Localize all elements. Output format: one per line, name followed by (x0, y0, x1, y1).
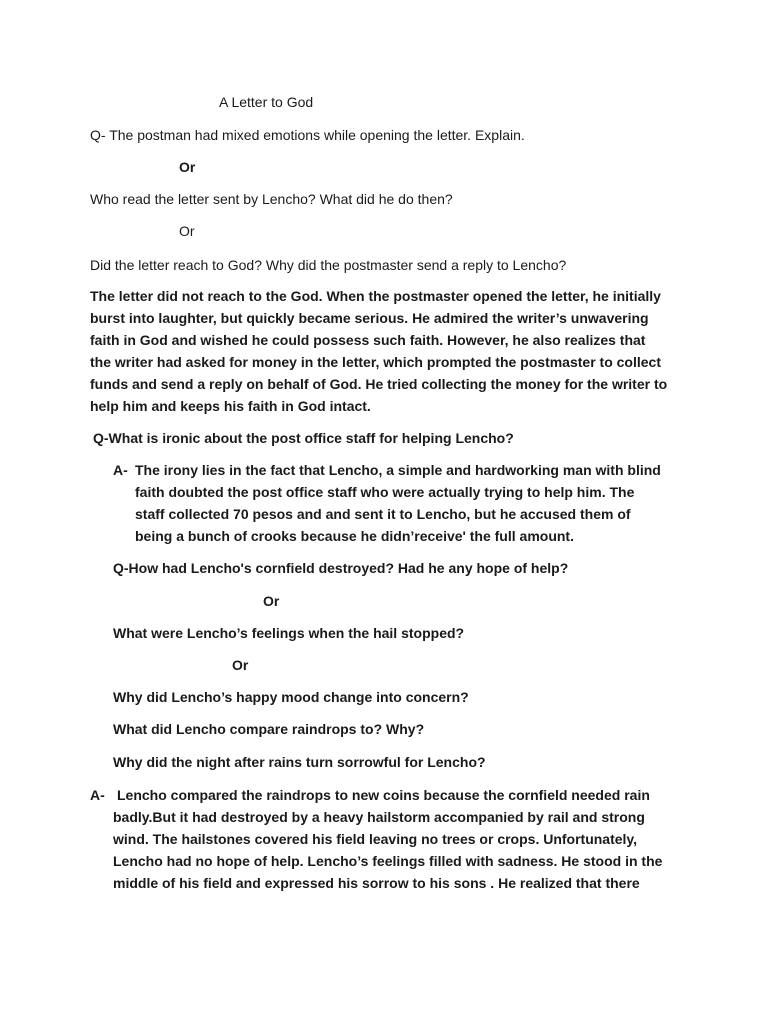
answer-line: Lencho compared the raindrops to new coins because the cornfield needed rain (117, 787, 650, 803)
question-1: Q- The postman had mixed emotions while opening the letter. Explain. (90, 127, 525, 143)
or-separator: Or (179, 159, 196, 175)
answer-line: help him and keeps his faith in God intact. (90, 398, 371, 414)
question-1c: Did the letter reach to God? Why did the postmaster send a reply to Lencho? (90, 257, 567, 273)
answer-line: burst into laughter, but quickly became serious. He admired the writer’s unwavering (90, 310, 649, 326)
answer-line: The letter did not reach to the God. When the postmaster opened the letter, he initially (90, 288, 661, 304)
answer-3 (113, 784, 662, 894)
question-2: Q-What is ironic about the post office staff for helping Lencho? (93, 430, 514, 446)
question-3: Q-How had Lencho's cornfield destroyed? Had he any hope of help? (113, 560, 569, 576)
answer-marker: A- (90, 787, 105, 803)
answer-line: the writer had asked for money in the letter, which prompted the postmaster to collect (90, 354, 661, 370)
answer-line: Lencho had no hope of help. Lencho’s feelings filled with sadness. He stood in the (113, 853, 663, 869)
answer-line: being a bunch of crooks because he didn’receive' the full amount. (135, 528, 574, 544)
or-separator: Or (232, 657, 249, 673)
answer-line: wind. The hailstones covered his field leaving no trees or crops. Unfortunately, (113, 831, 638, 847)
document-title: A Letter to God (219, 94, 314, 110)
question-3e: Why did the night after rains turn sorrowful for Lencho? (113, 754, 486, 770)
answer-line: faith doubted the post office staff who were actually trying to help him. The (135, 484, 635, 500)
answer-line: middle of his field and expressed his sorrow to his sons . He realized that there (113, 875, 640, 891)
or-separator: Or (263, 593, 280, 609)
question-3d: What did Lencho compare raindrops to? Why? (113, 721, 425, 737)
answer-line: The irony lies in the fact that Lencho, a simple and hardworking man with blind (135, 462, 661, 478)
answer-line: funds and send a reply on behalf of God. He tried collecting the money for the writer to (90, 376, 668, 392)
or-separator: Or (179, 223, 195, 239)
answer-marker: A- (113, 462, 128, 478)
question-3b: What were Lencho’s feelings when the hail stopped? (113, 625, 465, 641)
question-3c: Why did Lencho’s happy mood change into concern? (113, 689, 469, 705)
question-1b: Who read the letter sent by Lencho? What did he do then? (90, 191, 453, 207)
answer-1 (90, 285, 667, 417)
answer-2 (135, 459, 661, 547)
answer-line: badly.But it had destroyed by a heavy hailstorm accompanied by rail and strong (113, 809, 645, 825)
answer-line: staff collected 70 pesos and and sent it to Lencho, but he accused them of (135, 506, 631, 522)
answer-line: faith in God and wished he could possess such faith. However, he also realizes that (90, 332, 646, 348)
